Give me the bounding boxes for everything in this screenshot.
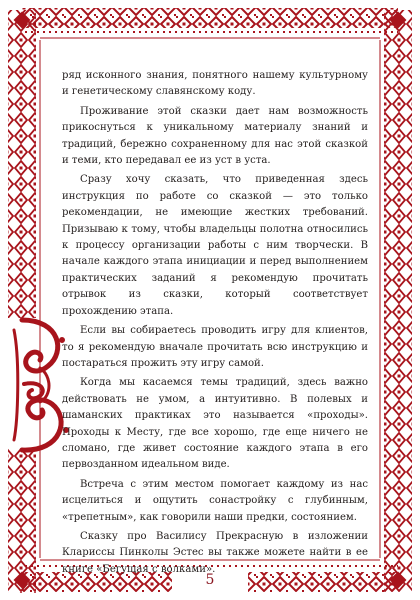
paragraph: Сразу хочу сказать, что приведенная здесь инструкция по работе со сказкой — это только рекомендации, не имеющие жестких требований. Призываю к тому, чтобы владельцы полотна относились к процессу организации работы с ним творчески. В начале каждого этапа инициации и перед выполнением практических заданий я рекомендую прочитать отрывок из сказки, который соответствует прохождению этапа.: [62, 174, 368, 317]
paragraph: Встреча с этим местом помогает каждому из нас исцелиться и ощутить сонастройку с глубинным, «трепетным», как говорили наши предки, состоянием.: [62, 478, 368, 523]
swirl-flourish: [14, 320, 69, 450]
left-ornament-column: [8, 10, 40, 593]
right-ornament-column: [380, 10, 412, 592]
paragraph: Если вы собираетесь проводить игру для клиентов, то я рекомендую вначале прочитать всю инструкцию и постараться прожить эту игру самой.: [62, 325, 368, 369]
body-text: [62, 68, 368, 581]
paragraph: Сказку про Василису Прекрасную в изложении Клариссы Пинколы Эстес вы также можете найти в ее книге «Бегущая с волками».: [62, 530, 368, 575]
paragraph-continuation: ряд исконного знания, понятного нашему культурному и генетическому славянскому коду.: [62, 70, 368, 98]
paragraph: Когда мы касаемся темы традиций, здесь важно действовать не умом, а интуитивно. В полевых и шаманских практиках это называется «проходы». Проходы к Месту, где все хорошо, где еще ничего не сломано, где живет состояние каждого этапа в его первозданном идеальном виде.: [62, 377, 368, 471]
page-number: 5: [205, 572, 215, 588]
paragraph: Проживание этой сказки дает нам возможность прикоснуться к уникальному материалу знаний и традиций, бережно сохраненному для нас этой сказкой и теми, кто передавал ее из уст в уста.: [62, 105, 368, 167]
top-ornament-band: [22, 8, 398, 38]
